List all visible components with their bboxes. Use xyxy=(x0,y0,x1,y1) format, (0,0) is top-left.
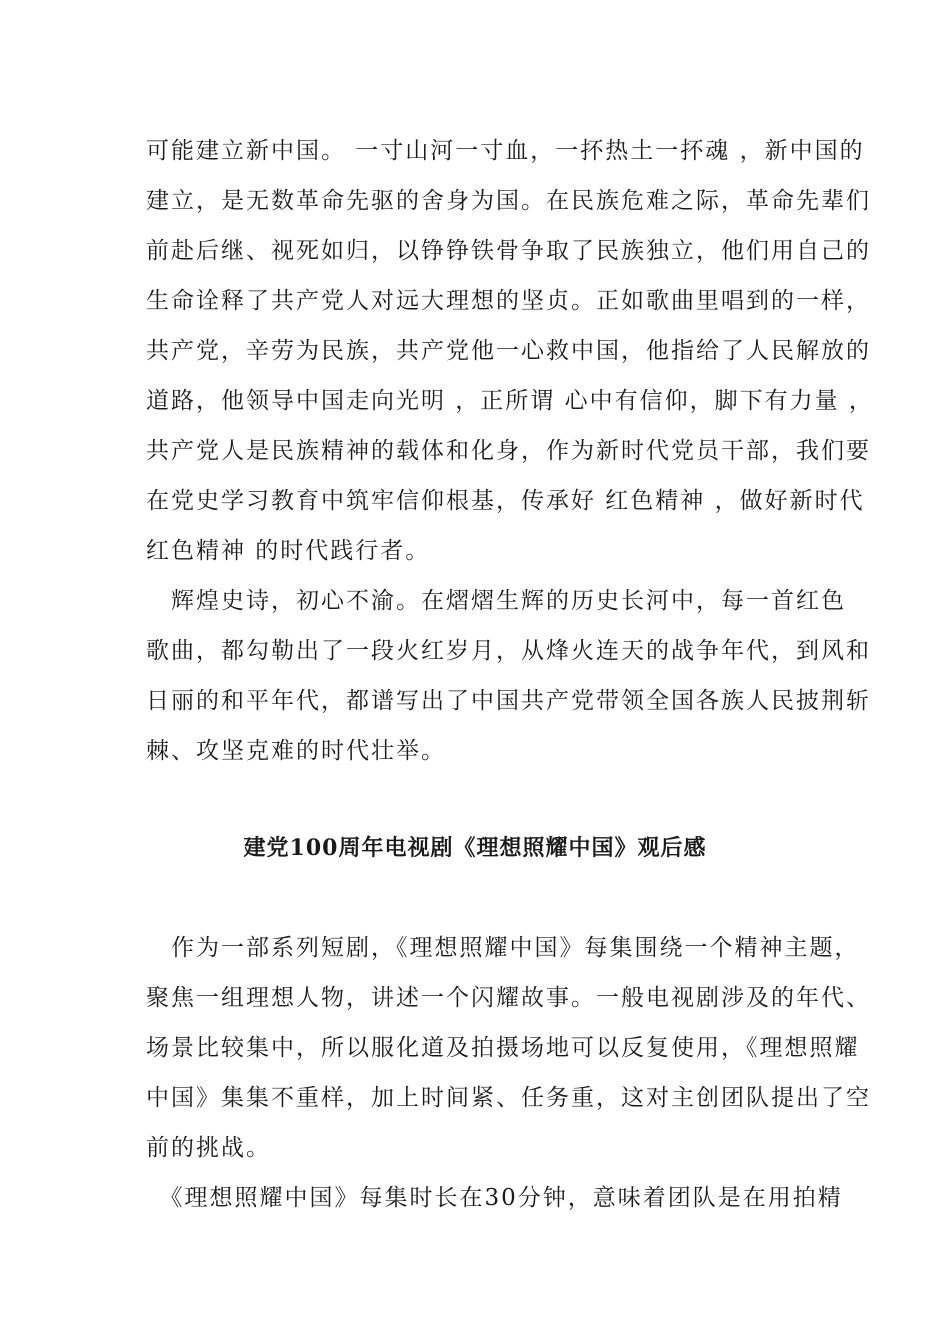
paragraph-line: 前的挑战。 xyxy=(146,1135,271,1161)
paragraph-line: 棘、攻坚克难的时代壮举。 xyxy=(146,738,446,764)
paragraph-line: 道路，他领导中国走向光明 ，正所谓 心中有信仰，脚下有力量 ， xyxy=(146,388,874,414)
paragraph-line: 生命诠释了共产党人对远大理想的坚贞。正如歌曲里唱到的一样， xyxy=(146,288,871,314)
paragraph-line: 共产党，辛劳为民族，共产党他一心救中国，他指给了人民解放的 xyxy=(146,338,871,364)
paragraph-line: 红色精神 的时代践行者。 xyxy=(146,538,431,564)
paragraph-line: 歌曲，都勾勒出了一段火红岁月，从烽火连天的战争年代，到风和 xyxy=(146,638,871,664)
paragraph-line: 日丽的和平年代，都谱写出了中国共产党带领全国各族人民披荆斩 xyxy=(146,688,871,714)
paragraph-line: 场景比较集中，所以服化道及拍摄场地可以反复使用，《理想照耀 xyxy=(146,1035,860,1061)
paragraph-line: 《理想照耀中国》每集时长在30分钟，意味着团队是在用拍精 xyxy=(146,1185,843,1211)
paragraph-line: 可能建立新中国。 一寸山河一寸血，一抔热土一抔魂 ，新中国的 xyxy=(146,138,865,164)
paragraph-line: 在党史学习教育中筑牢信仰根基，传承好 红色精神 ，做好新时代 xyxy=(146,488,865,514)
paragraph-line: 作为一部系列短剧，《理想照耀中国》每集围绕一个精神主题， xyxy=(146,935,860,961)
paragraph-line: 建立，是无数革命先驱的舍身为国。在民族危难之际，革命先辈们 xyxy=(146,188,871,214)
paragraph-line: 前赴后继、视死如归，以铮铮铁骨争取了民族独立，他们用自己的 xyxy=(146,238,871,264)
paragraph-line: 聚焦一组理想人物，讲述一个闪耀故事。一般电视剧涉及的年代、 xyxy=(146,985,871,1011)
article-heading: 建党100周年电视剧《理想照耀中国》观后感 xyxy=(243,835,707,861)
paragraph-line: 辉煌史诗，初心不渝。在熠熠生辉的历史长河中，每一首红色 xyxy=(146,588,846,614)
paragraph-line: 共产党人是民族精神的载体和化身，作为新时代党员干部，我们要 xyxy=(146,438,871,464)
paragraph-line: 中国》集集不重样，加上时间紧、任务重，这对主创团队提出了空 xyxy=(146,1085,871,1111)
